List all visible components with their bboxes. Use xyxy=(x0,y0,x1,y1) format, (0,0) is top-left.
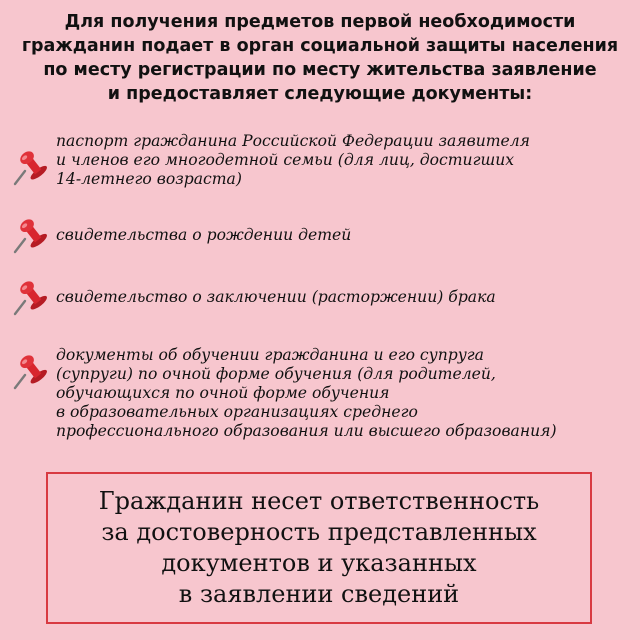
document-item-text xyxy=(56,288,496,307)
item-line: в образовательных организациях среднего xyxy=(56,403,418,421)
item-line: 14-летнего возраста) xyxy=(56,170,242,188)
pushpin-icon xyxy=(6,274,52,320)
item-line: и членов его многодетной семьи (для лиц, достигших xyxy=(56,151,515,169)
pushpin-icon xyxy=(6,144,52,190)
notice-line: за достоверность представленных xyxy=(101,518,537,546)
pushpin-icon xyxy=(6,348,52,394)
document-item-text xyxy=(56,226,351,245)
item-line: (супруги) по очной форме обучения (для родителей, xyxy=(56,365,496,383)
page-heading xyxy=(20,10,620,106)
item-line: профессионального образования или высшего образования) xyxy=(56,422,557,440)
document-item-text xyxy=(56,346,557,441)
item-line: свидетельства о рождении детей xyxy=(56,226,352,244)
item-line: свидетельство о заключении (расторжении) брака xyxy=(56,288,496,306)
notice-line: документов и указанных xyxy=(161,549,477,577)
heading-line: гражданин подает в орган социальной защиты населения xyxy=(21,36,619,56)
heading-line: Для получения предметов первой необходимости xyxy=(64,12,576,32)
heading-line: по месту регистрации по месту жительства заявление xyxy=(43,60,597,80)
document-item-text xyxy=(56,132,530,189)
pushpin-icon xyxy=(6,212,52,258)
notice-line: Гражданин несет ответственность xyxy=(98,487,540,515)
item-line: паспорт гражданина Российской Федерации заявителя xyxy=(56,132,531,150)
heading-line: и предоставляет следующие документы: xyxy=(107,84,533,104)
item-line: обучающихся по очной форме обучения xyxy=(56,384,390,402)
item-line: документы об обучении гражданина и его супруга xyxy=(56,346,484,364)
responsibility-notice xyxy=(46,472,592,624)
notice-line: в заявлении сведений xyxy=(178,580,460,608)
